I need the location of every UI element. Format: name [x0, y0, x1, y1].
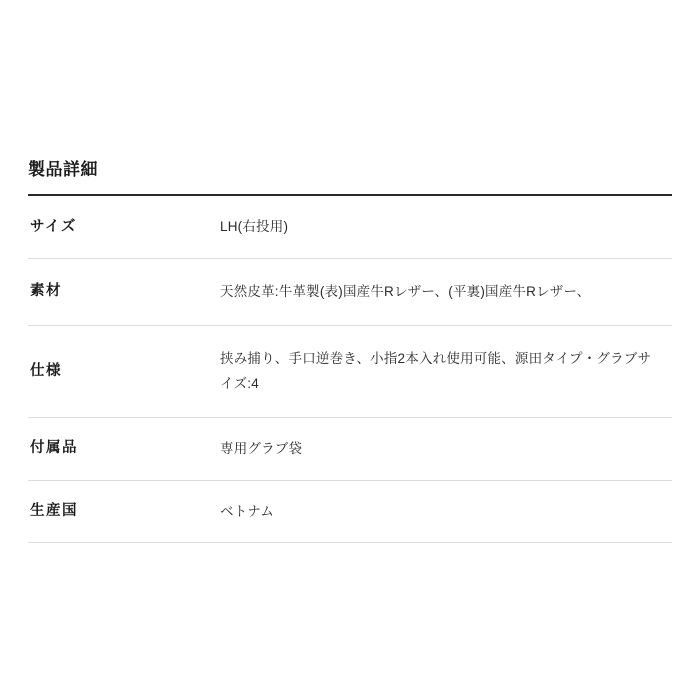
spec-value-size: LH(右投用)	[220, 219, 289, 235]
spec-value-accessories: 専用グラブ袋	[220, 440, 303, 456]
spec-label-material: 素材	[30, 283, 62, 300]
page-title: 製品詳細	[28, 160, 98, 179]
spec-label-specification: 仕様	[30, 362, 62, 379]
table-row	[28, 325, 672, 417]
table-row	[28, 480, 672, 543]
table-row	[28, 259, 672, 326]
spec-label-size: サイズ	[30, 218, 77, 235]
spec-label-accessories: 付属品	[30, 440, 78, 457]
spec-value-specification: 挟み捕り、手口逆巻き、小指2本入れ使用可能、源田タイプ・グラブサイズ:4	[220, 350, 652, 392]
spec-value-material: 天然皮革:牛革製(表)国産牛Rレザー、(平裏)国産牛Rレザー、	[220, 284, 591, 300]
table-row	[28, 195, 672, 258]
table-row	[28, 417, 672, 480]
product-spec-section	[28, 160, 672, 543]
product-spec-table	[28, 194, 672, 543]
spec-value-country: ベトナム	[220, 503, 275, 519]
spec-label-country: 生産国	[30, 502, 78, 519]
